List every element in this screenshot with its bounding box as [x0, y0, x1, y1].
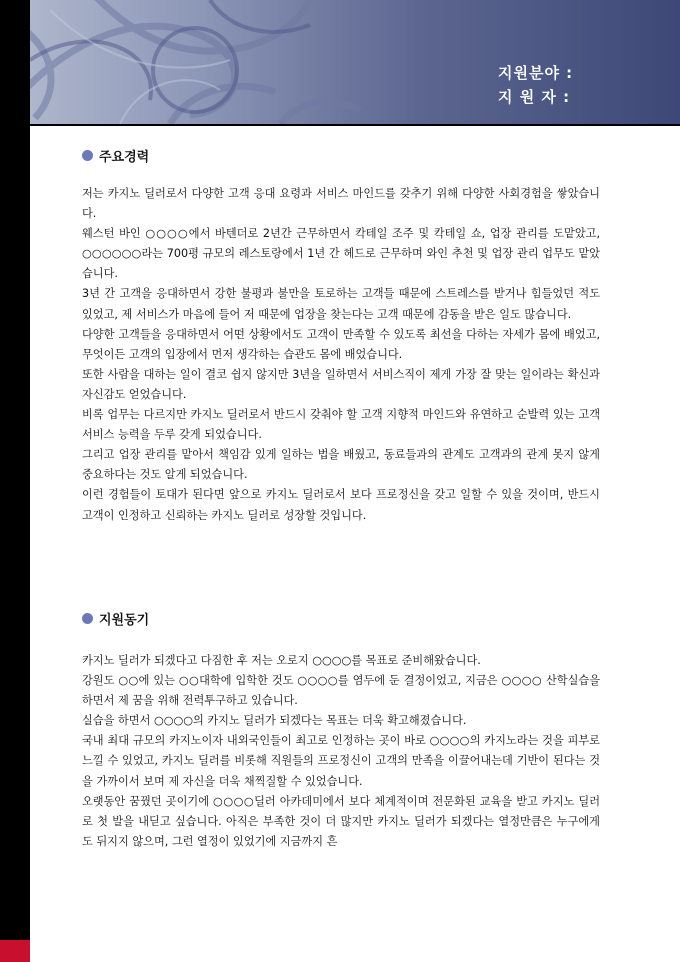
bullet-icon	[82, 150, 93, 161]
paragraph: 이런 경험들이 토대가 된다면 앞으로 카지노 딜러로서 보다 프로정신을 갖고 일할 수 있을 것이며, 반드시 고객이 인정하고 신뢰하는 카지노 딜러로 성장할 것입니다.	[82, 488, 600, 522]
motivation-body	[82, 651, 600, 852]
paragraph: 비록 업무는 다르지만 카지노 딜러로서 반드시 갖춰야 할 고객 지향적 마인드와 유연하고 순발력 있는 고객 서비스 능력을 두루 갖게 되었습니다.	[82, 408, 600, 442]
paragraph: 웨스턴 바인 ○○○○에서 바텐더로 2년간 근무하면서 칵테일 조주 및 칵테일 쇼, 업장 관리를 도맡았고, ○○○○○○라는 700평 규모의 레스토랑에서 1년 간 헤드로 근무하며 와인 추천 및 업장 관리 업무도 맡았습니다.	[82, 227, 600, 281]
paragraph: 카지노 딜러가 되겠다고 다짐한 후 저는 오로지 ○○○○를 목표로 준비해왔습니다.	[82, 654, 481, 667]
header-divider	[30, 124, 680, 126]
section-title-career	[82, 146, 149, 165]
bullet-icon	[82, 613, 93, 624]
paragraph: 오랫동안 꿈꿨던 곳이기에 ○○○○딜러 아카데미에서 보다 체계적이며 전문화된 교육을 받고 카지노 딜러로 첫 발을 내딛고 싶습니다. 아직은 부족한 것이 더 많지만 카지노 딜러가 되겠다는 열정만큼은 누구에게도 뒤지지 않으며, 그런 열정이 있었기에 지금까지 흔	[82, 794, 600, 848]
header-banner	[30, 0, 680, 124]
paragraph: 강원도 ○○에 있는 ○○대학에 입학한 것도 ○○○○를 염두에 둔 결정이었고, 지금은 ○○○○ 산학실습을 하면서 제 꿈을 위해 전력투구하고 있습니다.	[82, 674, 600, 708]
decorative-swirl-pattern	[30, 0, 680, 124]
applicant-label: 지 원 자 :	[498, 88, 571, 106]
red-accent-block	[0, 940, 30, 962]
paragraph: 저는 카지노 딜러로서 다양한 고객 응대 요령과 서비스 마인드를 갖추기 위해 다양한 사회경험을 쌓았습니다.	[82, 187, 600, 221]
career-body	[82, 184, 600, 526]
paragraph: 그리고 업장 관리를 맡아서 책임감 있게 일하는 법을 배웠고, 동료들과의 관계도 고객과의 관계 못지 않게 중요하다는 것도 알게 되었습니다.	[82, 448, 600, 482]
left-sidebar-bar	[0, 0, 30, 962]
section-title-text: 지원동기	[99, 613, 150, 628]
section-title-text: 주요경력	[99, 150, 150, 165]
section-title-motivation	[82, 609, 149, 628]
paragraph: 또한 사람을 대하는 일이 결코 쉽지 않지만 3년을 일하면서 서비스직이 제게 가장 잘 맞는 일이라는 확신과 자신감도 얻었습니다.	[82, 367, 600, 401]
paragraph: 국내 최대 규모의 카지노이자 내외국인들이 최고로 인정하는 곳이 바로 ○○○○의 카지노라는 것을 피부로 느낄 수 있었고, 카지노 딜러를 비롯해 직원들의 프로정신이 고객의 만족을 이끌어내는데 기반이 된다는 것을 가까이서 보며 제 자신을 더욱 채찍질할 수 있었습니다.	[82, 734, 600, 788]
paragraph: 다양한 고객들을 응대하면서 어떤 상황에서도 고객이 만족할 수 있도록 최선을 다하는 자세가 몸에 배었고, 무엇이든 고객의 입장에서 먼저 생각하는 습관도 몸에 배었습니다.	[82, 327, 600, 361]
field-label: 지원분야 :	[498, 64, 574, 82]
paragraph: 실습을 하면서 ○○○○의 카지노 딜러가 되겠다는 목표는 더욱 확고해졌습니다.	[82, 714, 467, 728]
paragraph: 3년 간 고객을 응대하면서 강한 불평과 불만을 토로하는 고객들 때문에 스트레스를 받거나 힘들었던 적도 있었고, 제 서비스가 마음에 들어 저 때문에 업장을 찾는다는 고객 때문에 감동을 받은 일도 많습니다.	[82, 287, 600, 321]
